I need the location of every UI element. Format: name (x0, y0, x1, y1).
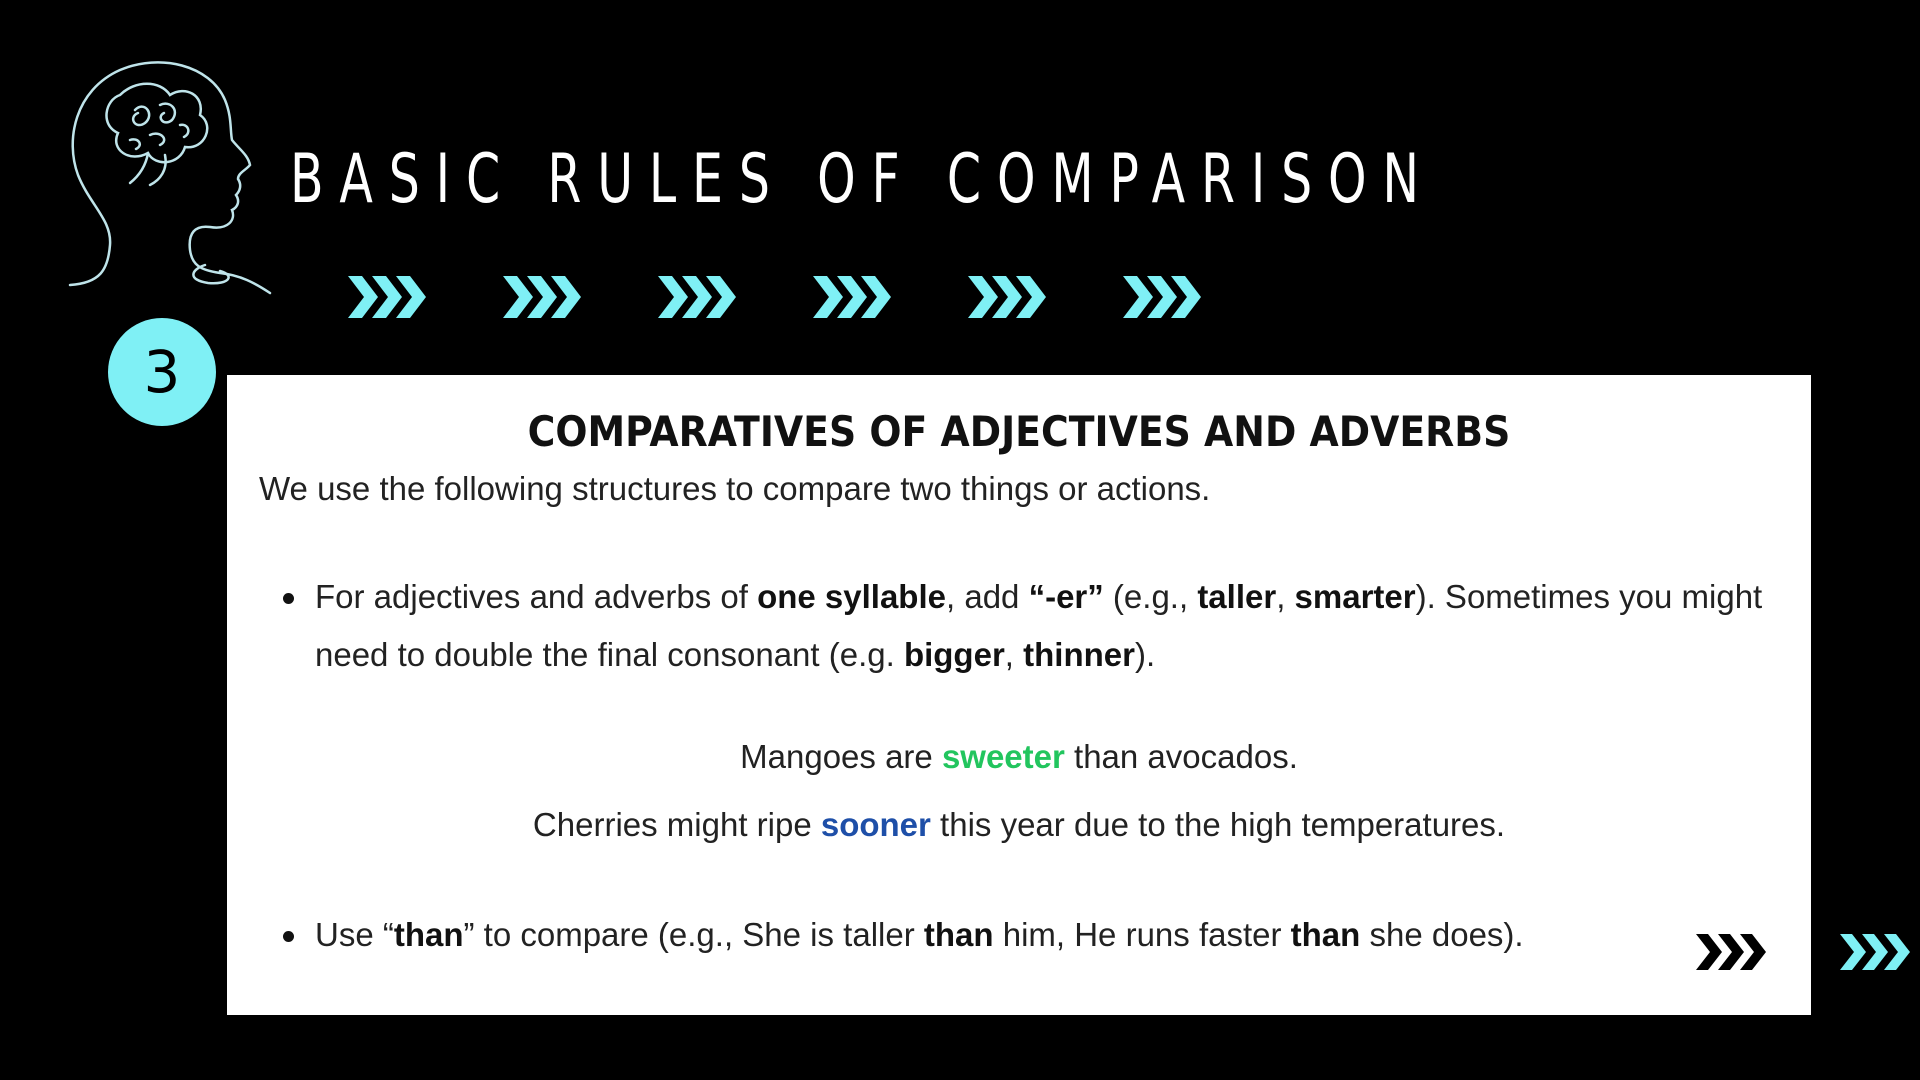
text: , (1004, 636, 1024, 673)
bullet-one-syllable (315, 568, 1785, 684)
chevron-triple-icon (1840, 930, 1920, 974)
page-title: BASIC RULES OF COMPARISON (290, 140, 1435, 219)
text: For adjectives and adverbs of (315, 578, 758, 615)
example-sentence-2 (227, 806, 1811, 844)
chevron-triple-icon (348, 272, 440, 322)
bold-text: than (923, 916, 994, 953)
slide-number-badge: 3 (108, 318, 216, 426)
bold-text: than (1290, 916, 1361, 953)
text: than avocados. (1064, 738, 1298, 775)
bold-text: taller (1197, 578, 1277, 615)
example-sentence-1 (227, 738, 1811, 776)
bullet-than (315, 906, 1785, 964)
text: him, He runs faster (993, 916, 1291, 953)
bold-text: thinner (1023, 636, 1135, 673)
bold-text: bigger (903, 636, 1005, 673)
chevron-triple-icon (813, 272, 905, 322)
bold-text: “-er” (1028, 578, 1104, 615)
text: ). (1134, 636, 1156, 673)
card-heading: COMPARATIVES OF ADJECTIVES AND ADVERBS (527, 407, 1511, 456)
highlight-word: sweeter (941, 738, 1065, 775)
chevron-triple-icon (968, 272, 1060, 322)
chevron-triple-icon (1696, 930, 1776, 974)
chevron-triple-icon (503, 272, 595, 322)
highlight-word: sooner (820, 806, 931, 843)
bold-text: than (393, 916, 464, 953)
text: , add (946, 578, 1029, 615)
text: Use “ (315, 916, 394, 953)
intro-text: We use the following structures to compare two things or actions. (259, 470, 1211, 507)
bold-text: one syllable (757, 578, 946, 615)
text: ). Sometimes you might need to double the final consonant (e.g. (315, 578, 1763, 673)
bold-text: smarter (1294, 578, 1416, 615)
chevron-triple-icon (1123, 272, 1215, 322)
text: she does). (1360, 916, 1524, 953)
chevron-triple-icon (658, 272, 750, 322)
text: this year due to the high temperatures. (930, 806, 1506, 843)
text: Mangoes are (740, 738, 942, 775)
text: Cherries might ripe (532, 806, 821, 843)
head-brain-icon (60, 55, 280, 300)
text: ” to compare (e.g., She is taller (463, 916, 924, 953)
text: (e.g., (1103, 578, 1198, 615)
text: , (1276, 578, 1295, 615)
